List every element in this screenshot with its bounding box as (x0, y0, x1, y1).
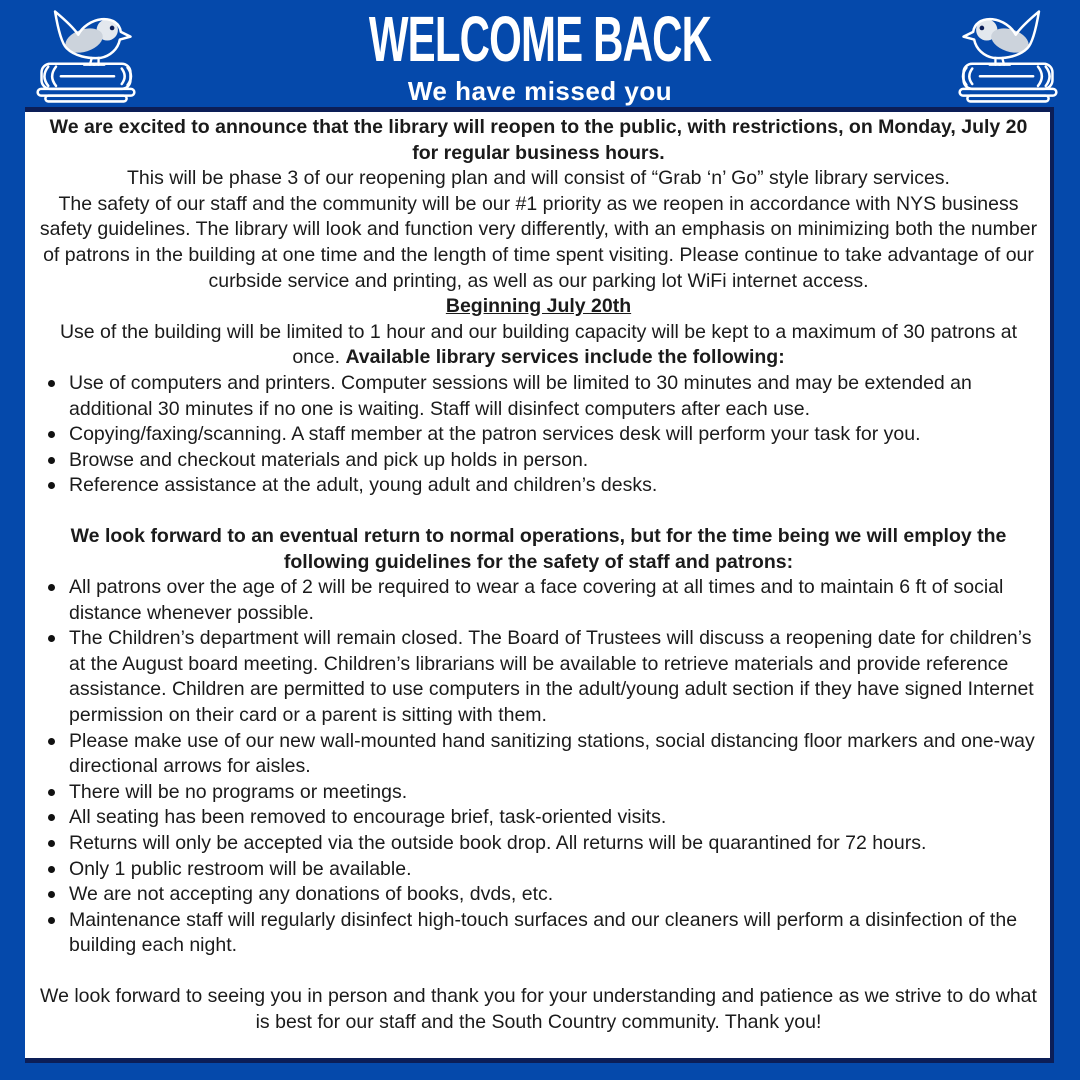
guidelines-list-item (39, 729, 1038, 780)
poster-subtitle: We have missed you (407, 76, 673, 106)
bullet-icon (48, 891, 55, 898)
guidelines-list-item (39, 831, 1038, 857)
bullet-icon (48, 584, 55, 591)
bullet-icon (48, 917, 55, 924)
bullet-icon (48, 457, 55, 464)
guidelines-list-item-text: All seating has been removed to encourage brief, task-oriented visits. (69, 806, 667, 829)
phase-paragraph: This will be phase 3 of our reopening plan and will consist of “Grab ‘n’ Go” style library services. (127, 167, 950, 190)
intro-paragraph: We are excited to announce that the library will reopen to the public, with restrictions, on Monday, July 20 for regular business hours. (49, 116, 1028, 164)
guidelines-list-item-text: Returns will only be accepted via the outside book drop. All returns will be quarantined for 72 hours. (69, 832, 927, 855)
content-panel (25, 107, 1054, 1063)
bullet-icon (48, 431, 55, 438)
section-heading-text: Beginning July 20th (445, 295, 632, 318)
guidelines-list-item-text: We are not accepting any donations of books, dvds, etc. (69, 883, 554, 906)
capacity-lead: Use of the building will be limited to 1 hour and our building capacity will be kept to a maximum of 30 patrons at once. (59, 320, 1018, 369)
guidelines-list-item (39, 882, 1038, 908)
guidelines-list-item (39, 575, 1038, 626)
guidelines-list-item-text: Maintenance staff will regularly disinfect high-touch surfaces and our cleaners will perform a disinfection of the building each night. (69, 908, 1018, 957)
guidelines-lead: We look forward to an eventual return to normal operations, but for the time being we will employ the following guidelines for the safety of staff and patrons: (70, 524, 1007, 573)
bullet-icon (48, 380, 55, 387)
guidelines-list-item (39, 857, 1038, 883)
bullet-icon (48, 866, 55, 873)
poster-title: WELCOME BACK (368, 3, 712, 75)
header-banner (0, 0, 1080, 107)
services-list-item-text: Browse and checkout materials and pick up holds in person. (69, 448, 589, 471)
bullet-icon (48, 840, 55, 847)
guidelines-list-item-text: All patrons over the age of 2 will be required to wear a face covering at all times and to maintain 6 ft of social distance whenever possible. (69, 576, 1004, 624)
guidelines-list-item (39, 780, 1038, 806)
services-list-item-text: Reference assistance at the adult, young adult and children’s desks. (69, 474, 658, 497)
bullet-icon (48, 482, 55, 489)
capacity-paragraph (39, 320, 1038, 371)
services-list-item-text: Use of computers and printers. Computer sessions will be limited to 30 minutes and may be extended an additional 30 minutes if no one is waiting. Staff will disinfect computers after each use. (69, 371, 972, 420)
section-heading (39, 294, 1038, 320)
services-list-item (39, 448, 1038, 474)
guidelines-list (39, 575, 1038, 959)
bullet-icon (48, 814, 55, 821)
services-list-item (39, 473, 1038, 499)
bird-on-books-icon (950, 7, 1066, 105)
guidelines-list-item-text: Please make use of our new wall-mounted hand sanitizing stations, social distancing floor markers and one-way directional arrows for aisles. (69, 729, 1035, 778)
services-list-item-text: Copying/faxing/scanning. A staff member at the patron services desk will perform your task for you. (69, 423, 921, 446)
guidelines-list-item-text: There will be no programs or meetings. (69, 780, 408, 803)
guidelines-list-item-text: Only 1 public restroom will be available. (69, 857, 412, 880)
safety-paragraph: The safety of our staff and the community will be our #1 priority as we reopen in accordance with NYS business safety guidelines. The library will look and function very differently, with an emphasis on minimizing both the number of patrons in the building at one time and the length of time spent visiting. Please continue to take advantage of our curbside service and printing, as well as our parking lot WiFi internet access. (39, 192, 1038, 292)
bullet-icon (48, 635, 55, 642)
guidelines-list-item (39, 626, 1038, 728)
guidelines-list-item (39, 805, 1038, 831)
closing-paragraph: We look forward to seeing you in person and thank you for your understanding and patience as we strive to do what is best for our staff and the South Country community. Thank you! (40, 985, 1037, 1033)
bullet-icon (48, 738, 55, 745)
services-list (39, 371, 1038, 499)
services-list-item (39, 371, 1038, 422)
guidelines-list-item (39, 908, 1038, 959)
bullet-icon (48, 789, 55, 796)
services-lead-bold: Available library services include the following: (345, 346, 785, 369)
guidelines-list-item-text: The Children’s department will remain closed. The Board of Trustees will discuss a reopening date for children’s at the August board meeting. Children’s librarians will be available to retrieve materials and provide reference assistance. Children are permitted to use computers in the adult/young adult section if they have signed Internet permission on their card or a parent is sitting with them. (69, 627, 1034, 727)
services-list-item (39, 422, 1038, 448)
